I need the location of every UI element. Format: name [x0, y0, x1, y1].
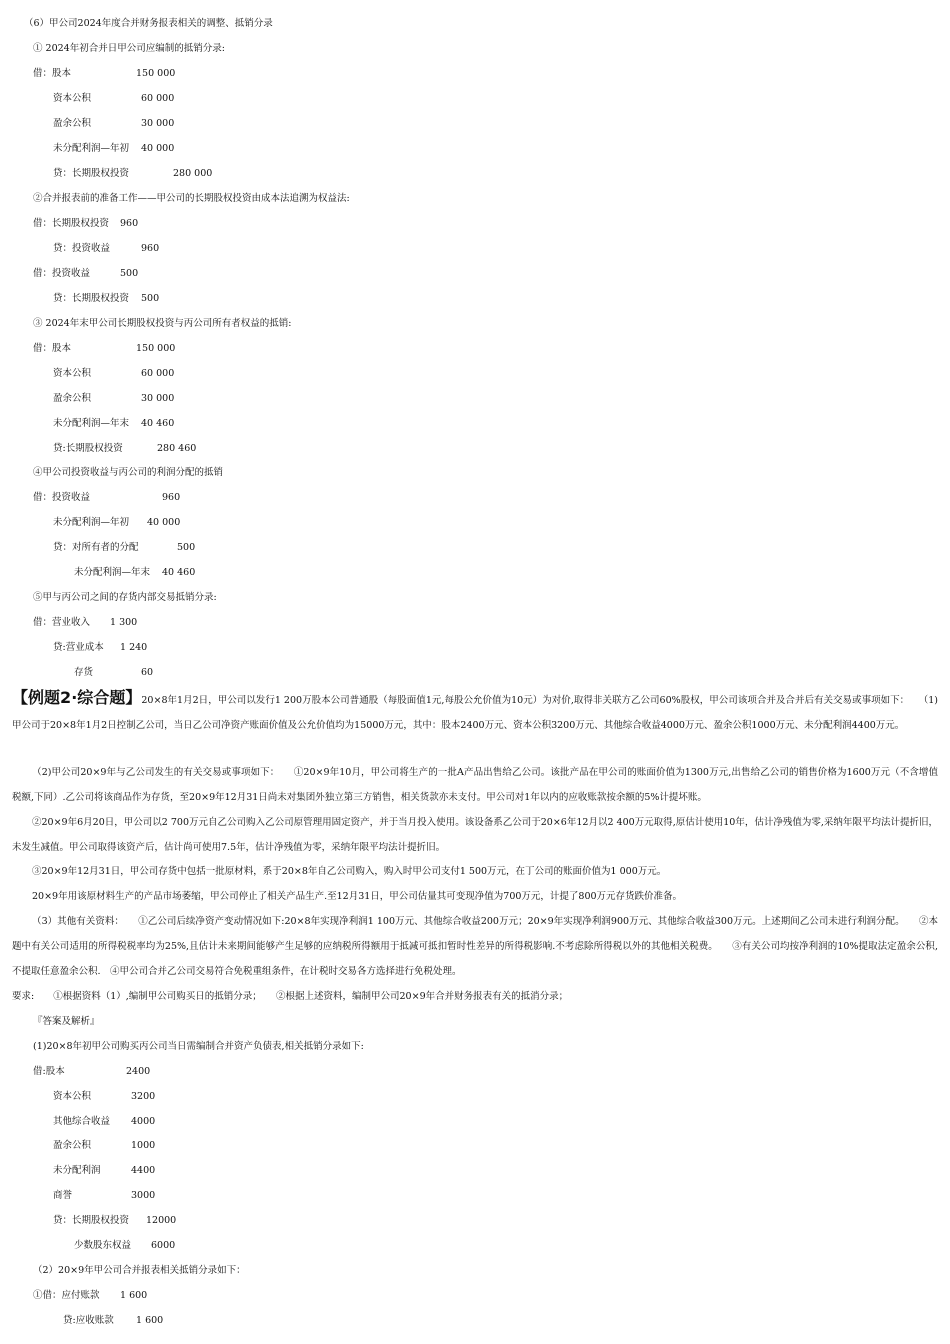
sub3-title: ③ 2024年末甲公司长期股权投资与丙公司所有者权益的抵销: [33, 318, 292, 329]
paragraph-text: （3）其他有关资料： ①乙公司后续净资产变动情况如下:20×8年实现净利润1 100万元、其他综合收益200万元；20×9年实现净利润900万元、其他综合收益300万元。上述期间乙公司未进行利润分配。 ②本题中有关公司适用的所得税税率均为25%,且估计未来期间能够产生足够的应纳税所得额用于抵减可抵扣暂时性差异的所得税影响.不考虑除所得税以外的其他相关税费。 ③有关公司均按净利润的10%提取法定盈余公积,不提取任意盈余公积. ④甲公司合并乙公司交易符合免税重组条件，在计税时交易各方选择进行免税处理。 [12, 916, 938, 977]
requirements: 要求: ①根据资料（1）,编制甲公司购买日的抵销分录； ②根据上述资料，编制甲公司20×9年合并财务报表有关的抵消分录； [12, 991, 569, 1002]
paragraph-text: ③20×9年12月31日，甲公司存货中包括一批原材料，系于20×8年自乙公司购入，购入时甲公司支付1 500万元，在丁公司的账面价值为1 000万元。 [32, 866, 667, 877]
journal-account: 资本公积 [53, 368, 92, 379]
journal-amount: 1 600 [136, 1315, 164, 1326]
paragraph-text: （2)甲公司20×9年与乙公司发生的有关交易或事项如下： ①20×9年10月，甲公司将生产的一批A产品出售给乙公司。该批产品在甲公司的账面价值为1300万元,出售给乙公司的销售价格为1600万元（不含增值税额,下同）.乙公司将该商品作为存货，至20×9年12月31日尚未对集团外独立第三方销售，相关货款亦未支付。甲公司对1年以内的应收账款按余额的5%计提坏账。 [12, 767, 938, 803]
journal-account: ①借：应付账款 [33, 1290, 100, 1301]
journal-amount: 150 000 [136, 343, 176, 354]
answer-1-title: (1)20×8年初甲公司购买丙公司当日需编制合并资产负债表,相关抵销分录如下: [33, 1041, 364, 1052]
journal-account: 贷：投资收益 [53, 243, 111, 254]
sub1-title: ① 2024年初合并日甲公司应编制的抵销分录: [33, 43, 225, 54]
journal-account: 贷：对所有者的分配 [53, 542, 139, 553]
journal-amount: 4400 [131, 1165, 156, 1176]
journal-account: 借：股本 [33, 68, 72, 79]
sub5-title: ⑤甲与丙公司之间的存货内部交易抵销分录: [33, 592, 217, 603]
journal-account: 贷:营业成本 [53, 642, 104, 653]
journal-account: 商誉 [53, 1190, 73, 1201]
journal-account: 其他综合收益 [53, 1116, 111, 1127]
journal-amount: 1 240 [120, 642, 148, 653]
journal-amount: 30 000 [141, 118, 175, 129]
journal-account: 借：投资收益 [33, 268, 91, 279]
journal-amount: 500 [141, 293, 160, 304]
sub4-title: ④甲公司投资收益与丙公司的利润分配的抵销 [33, 467, 224, 478]
answer-heading: 『答案及解析』 [33, 1016, 100, 1027]
journal-amount: 500 [120, 268, 139, 279]
journal-account: 未分配利润 [53, 1165, 101, 1176]
answer-2-title: （2）20×9年甲公司合并报表相关抵销分录如下： [33, 1265, 246, 1276]
example-paragraph-3 [12, 810, 938, 860]
journal-amount: 280 000 [173, 168, 213, 179]
example-paragraph-5 [12, 884, 938, 909]
journal-account: 贷:长期股权投资 [53, 443, 123, 454]
journal-account: 少数股东权益 [74, 1240, 132, 1251]
journal-account: 贷：长期股权投资 [53, 168, 130, 179]
journal-account: 未分配利润—年初 [53, 143, 130, 154]
journal-amount: 60 000 [141, 368, 175, 379]
journal-account: 贷:应收账款 [63, 1315, 114, 1326]
journal-account: 借：股本 [33, 343, 72, 354]
paragraph-text: 20×9年用该原材料生产的产品市场萎缩，甲公司停止了相关产品生产.至12月31日，甲公司估量其可变现净值为700万元，计提了800万元存货跌价准备。 [32, 891, 683, 902]
journal-amount: 280 460 [157, 443, 197, 454]
journal-amount: 1 300 [110, 617, 138, 628]
journal-account: 存货 [74, 667, 94, 678]
journal-account: 盈余公积 [53, 118, 92, 129]
journal-amount: 1000 [131, 1140, 156, 1151]
journal-amount: 2400 [126, 1066, 151, 1077]
journal-amount: 500 [177, 542, 196, 553]
example-paragraph-1 [12, 685, 938, 738]
journal-amount: 40 460 [141, 418, 175, 429]
journal-account: 盈余公积 [53, 393, 92, 404]
journal-account: 借：投资收益 [33, 492, 91, 503]
journal-account: 借：营业收入 [33, 617, 91, 628]
example-paragraph-2 [12, 760, 938, 810]
journal-amount: 960 [162, 492, 181, 503]
journal-account: 盈余公积 [53, 1140, 92, 1151]
journal-amount: 1 600 [120, 1290, 148, 1301]
journal-amount: 40 000 [141, 143, 175, 154]
example-title: 【例题2·综合题】 [12, 688, 142, 707]
journal-account: 未分配利润—年末 [74, 567, 151, 578]
journal-amount: 960 [141, 243, 160, 254]
journal-account: 贷：长期股权投资 [53, 293, 130, 304]
journal-amount: 6000 [151, 1240, 176, 1251]
example-intro-text: 20×8年1月2日，甲公司以发行1 200万股本公司普通股（每股面值1元,每股公允价值为10元）为对价,取得非关联方乙公司60%股权，甲公司该项合并及合并后有关交易或事项如下： （1)甲公司于20×8年1月2日控制乙公司，当日乙公司净资产账面价值及公允价值均为15000万元，其中：股本2400万元、资本公积3200万元、其他综合收益4000万元、盈余公积1000万元、未分配利润4400万元。 [12, 695, 939, 731]
journal-amount: 960 [120, 218, 139, 229]
example-paragraph-4 [12, 859, 938, 884]
journal-amount: 30 000 [141, 393, 175, 404]
journal-amount: 4000 [131, 1116, 156, 1127]
journal-amount: 40 000 [147, 517, 181, 528]
paragraph-text: ②20×9年6月20日，甲公司以2 700万元自乙公司购入乙公司原管理用固定资产，并于当月投入使用。该设备系乙公司于20×6年12月以2 400万元取得,原估计使用10年，估计净残值为零,采纳年限平均法计提折旧，未发生减值。甲公司取得该资产后，估计尚可使用7.5年，估计净残值为零，采纳年限平均法计提折旧。 [12, 817, 938, 853]
journal-account: 借:股本 [33, 1066, 65, 1077]
journal-account: 借：长期股权投资 [33, 218, 110, 229]
sub2-title: ②合并报表前的准备工作——甲公司的长期股权投资由成本法追溯为权益法: [33, 193, 350, 204]
journal-account: 资本公积 [53, 93, 92, 104]
journal-amount: 60 000 [141, 93, 175, 104]
journal-amount: 40 460 [162, 567, 196, 578]
journal-amount: 150 000 [136, 68, 176, 79]
journal-amount: 3200 [131, 1091, 156, 1102]
journal-amount: 60 [141, 667, 154, 678]
journal-account: 未分配利润—年末 [53, 418, 130, 429]
journal-account: 未分配利润—年初 [53, 517, 130, 528]
journal-amount: 3000 [131, 1190, 156, 1201]
section-heading: （6）甲公司2024年度合并财务报表相关的调整、抵销分录 [24, 18, 273, 29]
journal-account: 贷：长期股权投资 [53, 1215, 130, 1226]
journal-amount: 12000 [146, 1215, 177, 1226]
example-paragraph-6 [12, 909, 938, 984]
journal-account: 资本公积 [53, 1091, 92, 1102]
